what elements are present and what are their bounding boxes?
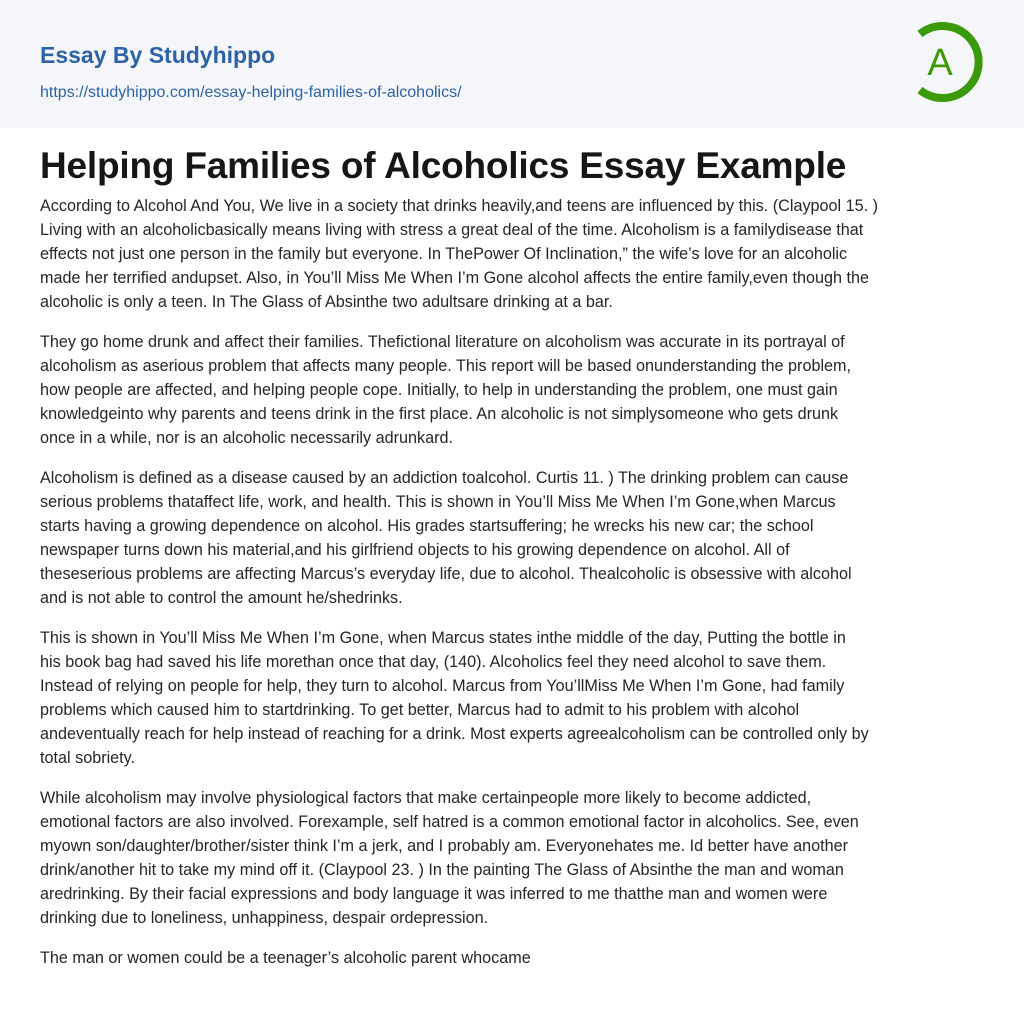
paragraph-line: theseserious problems are affecting Marcus’s everyday life, due to alcohol. Thealcoholic is obsessive with alcohol <box>40 565 852 583</box>
paragraph-line: According to Alcohol And You, We live in a society that drinks heavily,and teens are influenced by this. (Claypool 15. ) <box>40 197 879 215</box>
paragraph-line: newspaper turns down his material,and his girlfriend objects to his growing dependence on alcohol. All of <box>40 541 790 559</box>
essay-paragraph <box>40 626 990 770</box>
svg-text:A: A <box>927 42 953 84</box>
essay-paragraph <box>40 194 990 314</box>
essay-paragraph <box>40 466 990 610</box>
essay-paragraph <box>40 786 990 930</box>
essay-paragraph <box>40 330 990 450</box>
paragraph-line: made her terrified andupset. Also, in You’ll Miss Me When I’m Gone alcohol affects the entire family,even though the <box>40 269 870 287</box>
paragraph-line: aredrinking. By their facial expressions and body language it was inferred to me thatthe man and women were <box>40 885 828 903</box>
studyhippo-logo-icon[interactable] <box>912 20 984 104</box>
essay-url-link[interactable]: https://studyhippo.com/essay-helping-families-of-alcoholics/ <box>40 84 462 101</box>
brand-name[interactable]: Essay By Studyhippo <box>40 42 276 68</box>
paragraph-line: myown son/daughter/brother/sister think I’m a jerk, and I probably am. Everyonehates me. Id better have another <box>40 837 848 855</box>
paragraph-line: drinking due to loneliness, unhappiness, despair ordepression. <box>40 909 489 927</box>
paragraph-line: and is not able to control the amount he/shedrinks. <box>40 589 403 607</box>
paragraph-line: alcoholic is only a teen. In The Glass of Absinthe two adultsare drinking at a bar. <box>40 293 613 311</box>
paragraph-line: Instead of relying on people for help, they turn to alcohol. Marcus from You’llMiss Me When I’m Gone, had family <box>40 677 845 695</box>
paragraph-line: effects not just one person in the family but everyone. In ThePower Of Inclination,” the wife’s love for an alcoholic <box>40 245 848 263</box>
paragraph-line: serious problems thataffect life, work, and health. This is shown in You’ll Miss Me When I’m Gone,when Marcus <box>40 493 836 511</box>
paragraph-line: once in a while, nor is an alcoholic necessarily adrunkard. <box>40 429 454 447</box>
paragraph-line: knowledgeinto why parents and teens drink in the first place. An alcoholic is not simplysomeone who gets drunk <box>40 405 839 423</box>
paragraph-line: drink/another hit to take my mind off it. (Claypool 23. ) In the painting The Glass of Absinthe the man and woman <box>40 861 844 879</box>
paragraph-line: starts having a growing dependence on alcohol. His grades startsuffering; he wrecks his new car; the school <box>40 517 814 535</box>
paragraph-line: how people are affected, and helping people cope. Initially, to help in understanding the problem, one must gain <box>40 381 838 399</box>
paragraph-line: total sobriety. <box>40 749 136 767</box>
essay-body <box>40 194 990 986</box>
paragraph-line: alcoholism as aserious problem that affects many people. This report will be based onunderstanding the problem, <box>40 357 852 375</box>
paragraph-line: andeventually reach for help instead of reaching for a drink. Most experts agreealcoholism can be controlled only by <box>40 725 869 743</box>
paragraph-line: his book bag had saved his life morethan once that day, (140). Alcoholics feel they need alcohol to save them. <box>40 653 827 671</box>
paragraph-line: Living with an alcoholicbasically means living with stress a great deal of the time. Alcoholism is a familydisease that <box>40 221 864 239</box>
paragraph-line: problems which caused him to startdrinking. To get better, Marcus had to admit to his problem with alcohol <box>40 701 800 719</box>
page-title: Helping Families of Alcoholics Essay Example <box>40 145 847 186</box>
site-header <box>0 0 1024 128</box>
paragraph-line: The man or women could be a teenager’s alcoholic parent whocame <box>40 949 531 967</box>
paragraph-line: They go home drunk and affect their families. Thefictional literature on alcoholism was accurate in its portrayal of <box>40 333 845 351</box>
paragraph-line: This is shown in You’ll Miss Me When I’m Gone, when Marcus states inthe middle of the day, Putting the bottle in <box>40 629 846 647</box>
essay-paragraph <box>40 946 990 970</box>
paragraph-line: Alcoholism is defined as a disease caused by an addiction toalcohol. Curtis 11. ) The drinking problem can cause <box>40 469 849 487</box>
paragraph-line: While alcoholism may involve physiological factors that make certainpeople more likely to become addicted, <box>40 789 812 807</box>
paragraph-line: emotional factors are also involved. Forexample, self hatred is a common emotional factor in alcoholics. See, even <box>40 813 859 831</box>
